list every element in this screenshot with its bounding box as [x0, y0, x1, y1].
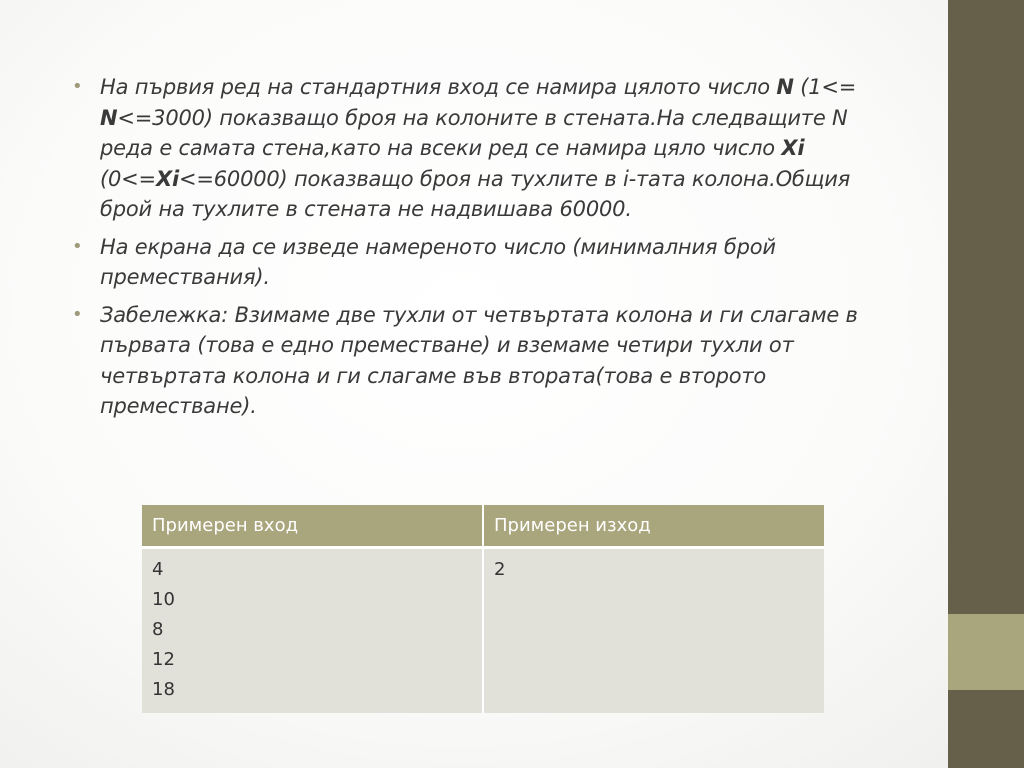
header-sample-output: Примерен изход: [483, 505, 824, 548]
sample-input-cell: [142, 548, 483, 714]
input-line: 12: [152, 649, 175, 670]
bullet-item-note: [72, 300, 872, 422]
table-header-row: [142, 505, 824, 548]
header-sample-input: Примерен вход: [142, 505, 483, 548]
sample-output-cell: [483, 548, 824, 714]
sidebar-accent-block: [948, 614, 1024, 690]
output-line: 2: [494, 559, 506, 580]
bullet-item-input-format: [72, 72, 872, 225]
input-line: 8: [152, 619, 164, 640]
bullet-dot-icon: •: [72, 76, 83, 97]
input-line: 18: [152, 679, 175, 700]
table-row: [142, 548, 824, 714]
input-line: 10: [152, 589, 175, 610]
bullet-text: На първия ред на стандартния вход се намира цялото число N (1<= N<=3000) показващо броя на колоните в стената.На следващите N реда е самата стена,като на всеки ред се намира цяло число Xi (0<=Xi<=60000) показващо броя на тухлите в i-тата колона.Общия брой на тухлите в стената не надвишава 60000.: [100, 75, 857, 221]
bullet-text: Забележка: Взимаме две тухли от четвъртата колона и ги слагаме в първата (това е едно преместване) и вземаме четири тухли от четвъртата колона и ги слагаме във втората(това е второто преместване).: [100, 302, 858, 418]
bullet-dot-icon: •: [72, 303, 83, 325]
bullet-item-output-format: [72, 232, 872, 293]
bullet-list: [72, 72, 872, 429]
bullet-text: На екрана да се изведе намереното число (минималния брой премествания).: [100, 234, 776, 289]
bullet-dot-icon: •: [72, 235, 83, 257]
sample-io-table: [142, 505, 824, 713]
input-line: 4: [152, 559, 164, 580]
